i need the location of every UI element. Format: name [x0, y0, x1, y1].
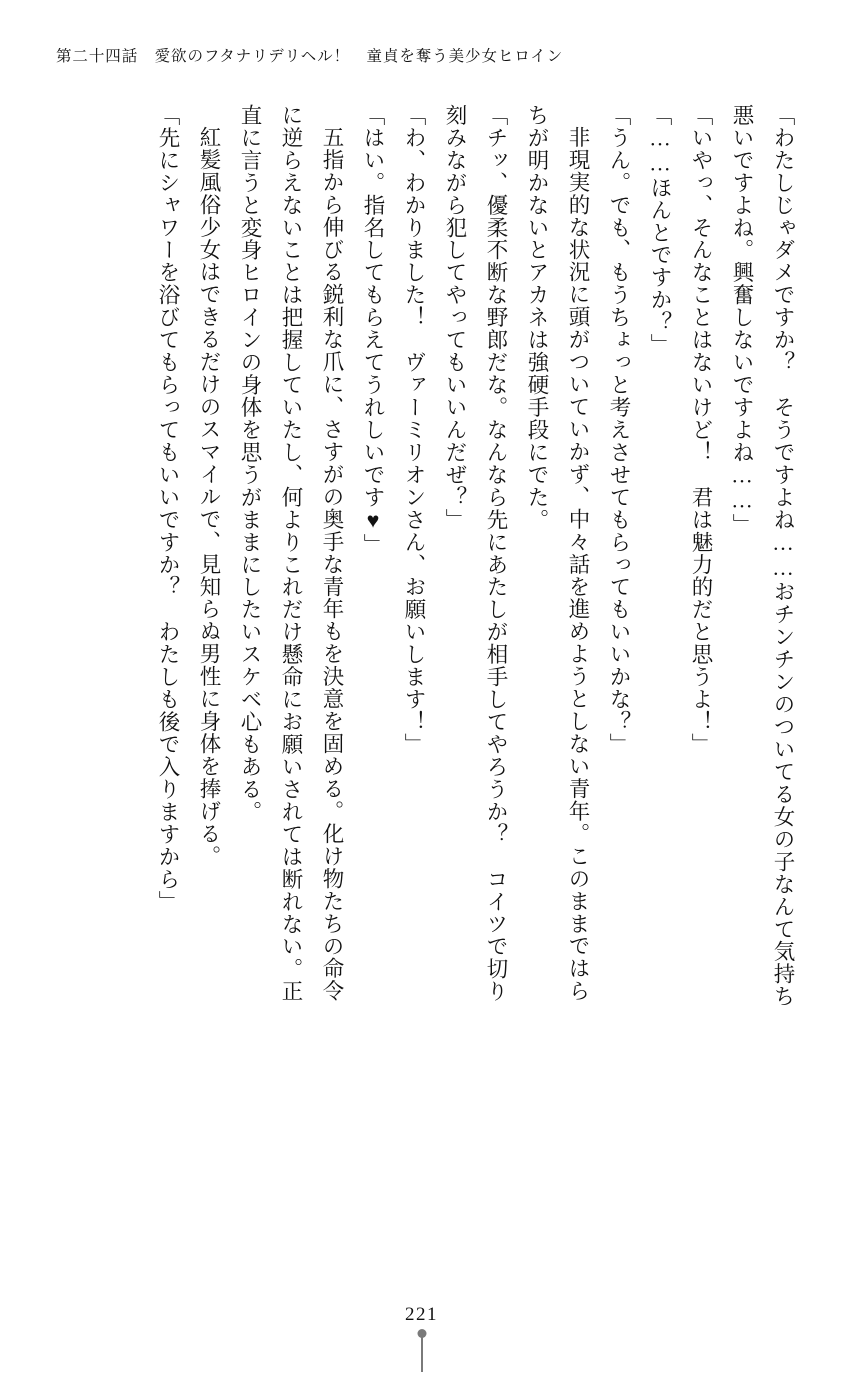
text-column: 「……ほんとですか？」	[648, 104, 672, 357]
vertical-text-body	[50, 104, 793, 1254]
text-column: 直に言うと変身ヒロインの身体を思うがままにしたいスケベ心もある。	[238, 104, 262, 823]
text-column: 刻みながら犯してやってもいいんだぜ？」	[443, 104, 467, 531]
text-column: に逆らえないことは把握していたし、何よりこれだけ懸命にお願いされては断れない。正	[279, 104, 303, 1003]
folio-rule-ornament	[421, 1332, 423, 1372]
text-column: 「チッ、優柔不断な野郎だな。なんなら先にあたしが相手してやろうか？ コイツで切り	[484, 104, 508, 1003]
text-column: 悪いですよね。興奮しないですよね……」	[730, 104, 754, 536]
page-number: 221	[404, 1304, 439, 1325]
text-column: 「はい。指名してもらえてうれしいです♥」	[361, 104, 385, 556]
text-column: 五指から伸びる鋭利な爪に、さすがの奥手な青年もを決意を固める。化け物たちの命令	[320, 126, 344, 1003]
text-column: 非現実的な状況に頭がついていかず、中々話を進めようとしない青年。このままではら	[566, 126, 590, 1003]
text-column: 「うん。でも、もうちょっと考えさせてもらってもいいかな？」	[607, 104, 631, 756]
text-column: 「わたしじゃダメですか？ そうですよね……おチンチンのついてる女の子なんて気持ち	[771, 104, 795, 1008]
text-column: ちが明かないとアカネは強硬手段にでた。	[525, 104, 549, 531]
text-column: 「先にシャワーを浴びてもらってもいいですか？ わたしも後で入りますから」	[156, 104, 180, 913]
running-header: 第二十四話 愛欲のフタナリデリヘル！ 童貞を奪う美少女ヒロイン	[56, 48, 564, 65]
text-column: 「いやっ、そんなことはないけど！ 君は魅力的だと思うよ！」	[689, 104, 713, 756]
text-column: 紅髪風俗少女はできるだけのスマイルで、見知らぬ男性に身体を捧げる。	[197, 126, 221, 868]
text-column: 「わ、わかりました！ ヴァーミリオンさん、お願いします！」	[402, 104, 426, 756]
